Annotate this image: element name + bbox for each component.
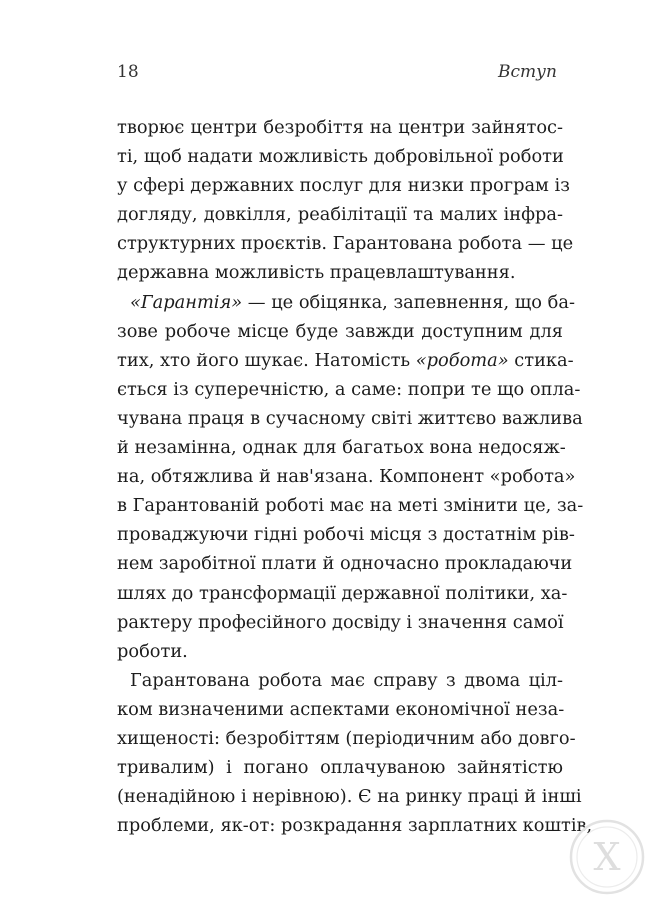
text-line: ком визначеними аспектами економічної неза- (117, 698, 565, 720)
text-line: структурних проєктів. Гарантована робота — це (117, 233, 574, 255)
text-line: зове робоче місце буде завжди доступним для (117, 320, 563, 342)
text-line: рактеру професійного досвіду і значення самої (117, 611, 564, 633)
text-line: на, обтяжлива й нав'язана. Компонент «робота» (117, 466, 576, 488)
text-line: догляду, довкілля, реабілітації та малих інфра- (117, 204, 563, 226)
text-line: творює центри безробіття на центри зайнятос- (117, 117, 563, 138)
text-line: ті, щоб надати можливість добровільної роботи (117, 146, 564, 168)
text-line: нем заробітної плати й одночасно прокладаючи (117, 553, 573, 575)
text-line: державна можливість працевлаштування. (117, 262, 516, 284)
text-line: в Гарантованій роботі має на меті змінити це, за- (117, 495, 584, 517)
watermark-x-icon (568, 818, 646, 896)
text-line-paragraph-start: Гарантована робота має справу з двома ціл- (130, 669, 563, 691)
text-line-paragraph-start: «Гарантія» — це обіцянка, запевнення, що ба- (130, 291, 575, 313)
text-line: проблеми, як-от: розкрадання зарплатних коштів, (117, 815, 593, 837)
page-header (117, 62, 557, 90)
text-line: (ненадійною і нерівною). Є на ринку праці й інші (117, 786, 582, 808)
text-line: й незамінна, однак для багатьох вона недосяж- (117, 437, 566, 459)
body-text (117, 113, 593, 840)
page-number: 18 (117, 62, 139, 82)
text-line: у сфері державних послуг для низки програм із (117, 175, 570, 197)
publisher-watermark-logo (568, 818, 646, 896)
text-line: хищеності: безробіттям (періодичним або довго- (117, 727, 576, 749)
text-line: проваджуючи гідні робочі місця з достатнім рів- (117, 524, 575, 546)
running-section-title: Вступ (498, 62, 557, 82)
text-line: ється із суперечністю, а саме: попри те що опла- (117, 378, 581, 400)
text-line: шлях до трансформації державної політики, ха- (117, 582, 568, 604)
text-line: роботи. (117, 640, 188, 662)
text-line: чувана праця в сучасному світі життєво важлива (117, 407, 583, 429)
text-line: тих, хто його шукає. Натомість «робота» стика- (117, 349, 574, 371)
watermark-letter: Х (593, 835, 621, 879)
text-line: тривалим) і погано оплачуваною зайнятістю (117, 757, 563, 779)
